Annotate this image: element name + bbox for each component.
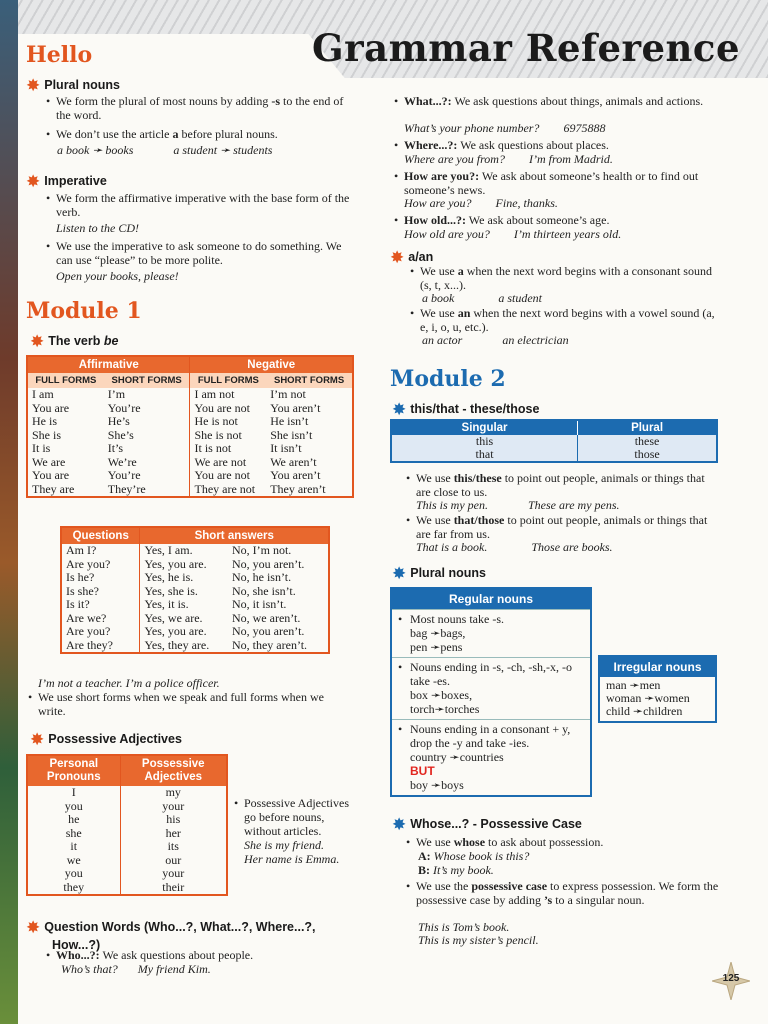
arrow-right-icon: ➛ bbox=[644, 691, 655, 705]
what-rule: • What...?: We ask questions about things, animals and actions. bbox=[392, 94, 722, 108]
qa-rows bbox=[61, 544, 329, 653]
a-rule: • We use a when the next word begins with a consonant sound (s, t, x...). bbox=[408, 264, 724, 292]
that-those-example: That is a book. Those are books. bbox=[416, 540, 613, 554]
how-old-rule: • How old...?: We ask about someone’s age. bbox=[392, 213, 722, 227]
whose-heading: ✸ Whose...? - Possessive Case bbox=[392, 815, 582, 835]
neg-short-cell: They aren’t bbox=[270, 481, 326, 496]
page-spine-edge bbox=[0, 0, 18, 1024]
star-burst-icon: ✸ bbox=[26, 918, 41, 938]
neg-full-cell: It is not bbox=[194, 441, 232, 455]
aff-short-cell: He’s bbox=[104, 415, 190, 429]
question-cell: Are you? bbox=[61, 558, 140, 572]
arrow-right-icon: ➛ bbox=[430, 626, 441, 640]
possessive-rows bbox=[27, 786, 227, 895]
possessive-case-example-2: This is my sister’s pencil. bbox=[418, 933, 539, 947]
question-cell: Is she? bbox=[61, 585, 140, 599]
neg-short-cell: We aren’t bbox=[270, 454, 317, 469]
affirmative-header: Affirmative bbox=[27, 356, 190, 373]
adjective-cell: my bbox=[165, 785, 181, 799]
module-2-title: Module 2 bbox=[390, 366, 506, 392]
adjective-cell: our bbox=[165, 852, 182, 867]
neg-full-cell: They are not bbox=[194, 481, 256, 496]
personal-pronouns-header: Personal Pronouns bbox=[27, 755, 120, 786]
verb-be-heading: ✸ The verb be bbox=[30, 332, 119, 352]
pronoun-cell: I bbox=[27, 786, 120, 800]
no-answer-cell: No, we aren’t. bbox=[231, 610, 301, 625]
no-answer-cell: No, you aren’t. bbox=[231, 624, 305, 638]
aff-short-cell: It’s bbox=[104, 442, 190, 456]
arrow-right-icon: ➛ bbox=[449, 750, 460, 764]
affneg-row bbox=[27, 442, 353, 456]
no-answer-cell: No, I’m not. bbox=[231, 543, 292, 557]
star-burst-icon: ✸ bbox=[26, 76, 41, 96]
neg-short-cell: You aren’t bbox=[270, 468, 321, 482]
plural-rule-2: • We don’t use the article a before plural nouns. bbox=[44, 127, 354, 141]
imperative-example-1: Listen to the CD! bbox=[56, 221, 139, 235]
question-cell: Are we? bbox=[61, 612, 140, 626]
neg-full-cell: She is not bbox=[194, 427, 242, 442]
question-cell: Is he? bbox=[61, 571, 140, 585]
possessive-row bbox=[27, 813, 227, 827]
star-burst-icon: ✸ bbox=[30, 332, 45, 352]
singular-that: that bbox=[475, 447, 494, 461]
possessive-row bbox=[27, 854, 227, 868]
possessive-adjectives-table bbox=[26, 754, 228, 896]
rule-examples: country ➛countries bbox=[410, 750, 504, 764]
imperative-rule-2: • We use the imperative to ask someone to do something. We can use “please” to be more polite. bbox=[44, 239, 354, 267]
plural-values bbox=[578, 435, 717, 462]
possessive-note bbox=[232, 796, 358, 866]
question-cell: Am I? bbox=[61, 544, 140, 558]
affneg-rows bbox=[27, 388, 353, 497]
rule-examples: box ➛boxes, bbox=[410, 688, 473, 702]
possessive-example-1: She is my friend. bbox=[244, 838, 324, 852]
imperative-example-2: Open your books, please! bbox=[56, 269, 179, 283]
star-burst-icon: ✸ bbox=[392, 564, 407, 584]
this-that-heading: ✸ this/that - these/those bbox=[392, 400, 540, 420]
adjective-cell: your bbox=[162, 866, 185, 880]
col-full-forms: FULL FORMS bbox=[27, 373, 104, 388]
page-number-badge bbox=[712, 962, 750, 1000]
aff-short-cell: We’re bbox=[104, 456, 190, 470]
affneg-row bbox=[27, 402, 353, 416]
regular-rule-es bbox=[392, 657, 590, 719]
aff-short-cell: You’re bbox=[104, 469, 190, 483]
regular-rule-s bbox=[392, 609, 590, 657]
rule-examples: boy ➛boys bbox=[410, 778, 464, 792]
irregular-pair: woman ➛women bbox=[606, 691, 690, 705]
possessive-row bbox=[27, 881, 227, 896]
no-answer-cell: No, she isn’t. bbox=[231, 583, 296, 598]
arrow-right-icon: ➛ bbox=[629, 678, 640, 692]
example-line: I’m not a teacher. I’m a police officer. bbox=[38, 676, 220, 690]
aff-full-cell: We are bbox=[32, 454, 66, 469]
possessive-row bbox=[27, 827, 227, 841]
neg-full-cell: You are not bbox=[194, 400, 250, 415]
yes-answer-cell: Yes, you are. bbox=[144, 624, 207, 638]
no-answer-cell: No, they aren’t. bbox=[231, 637, 308, 652]
module-1-title: Module 1 bbox=[26, 298, 142, 324]
arrow-right-icon: ➛ bbox=[430, 640, 441, 654]
how-example: How are you? Fine, thanks. bbox=[404, 196, 558, 210]
pronoun-cell: she bbox=[27, 827, 120, 841]
pronoun-cell: they bbox=[27, 881, 120, 896]
possessive-case-rule: • We use the possessive case to express possession. We form the possessive case by adding ’s to a singular noun. bbox=[404, 879, 722, 907]
rule-text: • Nouns ending in -s, -ch, -sh,-x, -o take -es. bbox=[410, 660, 572, 688]
this-these-rule: • We use this/these to point out people, animals or things that are close to us. bbox=[404, 471, 722, 499]
singular-header: Singular bbox=[391, 420, 578, 435]
regular-nouns-header: Regular nouns bbox=[392, 589, 590, 609]
who-rule: • Who...?: We ask questions about people. bbox=[44, 948, 354, 962]
irregular-nouns-box bbox=[598, 655, 717, 723]
neg-short-cell: He isn’t bbox=[270, 414, 309, 428]
arrow-right-icon: ➛ bbox=[92, 143, 103, 157]
possessive-adjectives-header: Possessive Adjectives bbox=[120, 755, 227, 786]
page-title: Grammar Reference bbox=[312, 26, 740, 70]
col-short-forms: SHORT FORMS bbox=[104, 373, 190, 388]
question-words-heading: ✸ Question Words (Who...?, What...?, Where...?, How...?) bbox=[26, 918, 316, 952]
qa-row bbox=[61, 639, 329, 654]
plural-rule-1: • We form the plural of most nouns by adding -s to the end of the word. bbox=[44, 94, 354, 122]
how-old-example: How old are you? I’m thirteen years old. bbox=[404, 227, 622, 241]
page-number: 125 bbox=[722, 973, 740, 984]
no-answer-cell: No, it isn’t. bbox=[231, 597, 287, 611]
aff-short-cell: She’s bbox=[104, 429, 190, 443]
adjective-cell: his bbox=[166, 812, 181, 826]
aff-short-cell: I’m bbox=[104, 388, 190, 402]
qa-row bbox=[61, 612, 329, 626]
rule-text: • Most nouns take -s. bbox=[410, 612, 504, 626]
possessive-row bbox=[27, 786, 227, 800]
adjective-cell: its bbox=[167, 839, 179, 853]
an-example: an actor an electrician bbox=[422, 333, 569, 347]
an-rule: • We use an when the next word begins with a vowel sound (a, e, i, o, u, etc.). bbox=[408, 306, 724, 334]
arrow-right-icon: ➛ bbox=[434, 702, 445, 716]
aff-full-cell: You are bbox=[32, 468, 70, 482]
imperative-rule-1: • We form the affirmative imperative with the base form of the verb. bbox=[44, 191, 354, 219]
whose-rule: • We use whose to ask about possession. bbox=[404, 835, 722, 849]
plural-those: those bbox=[634, 447, 660, 461]
qa-row bbox=[61, 625, 329, 639]
possessive-adjectives-heading: ✸ Possessive Adjectives bbox=[30, 730, 182, 750]
where-example: Where are you from? I’m from Madrid. bbox=[404, 152, 613, 166]
where-rule: • Where...?: We ask questions about places. bbox=[392, 138, 722, 152]
col-short-forms: SHORT FORMS bbox=[266, 373, 353, 388]
yes-answer-cell: Yes, I am. bbox=[144, 543, 193, 557]
possessive-row bbox=[27, 800, 227, 814]
question-cell: Are you? bbox=[61, 625, 140, 639]
yes-answer-cell: Yes, we are. bbox=[144, 610, 203, 625]
aff-short-cell: You’re bbox=[104, 402, 190, 416]
qa-row bbox=[61, 585, 329, 599]
that-those-rule: • We use that/those to point out people, animals or things that are far from us. bbox=[404, 513, 722, 541]
singular-values bbox=[391, 435, 578, 462]
affneg-row bbox=[27, 469, 353, 483]
qa-row bbox=[61, 571, 329, 585]
affneg-row bbox=[27, 483, 353, 498]
pronoun-cell: we bbox=[27, 854, 120, 868]
yes-answer-cell: Yes, they are. bbox=[144, 637, 210, 652]
yes-answer-cell: Yes, he is. bbox=[144, 570, 194, 584]
a-an-heading: ✸ a/an bbox=[390, 248, 434, 268]
rule-examples: bag ➛bags, bbox=[410, 626, 466, 640]
neg-short-cell: It isn’t bbox=[270, 441, 302, 455]
aff-full-cell: It is bbox=[32, 441, 51, 455]
qa-row bbox=[61, 558, 329, 572]
irregular-pair: man ➛men bbox=[606, 678, 661, 692]
no-answer-cell: No, you aren’t. bbox=[231, 556, 305, 571]
star-burst-icon: ✸ bbox=[392, 400, 407, 420]
possessive-example-2: Her name is Emma. bbox=[244, 852, 340, 866]
possessive-row bbox=[27, 840, 227, 854]
neg-short-cell: You aren’t bbox=[270, 400, 321, 415]
imperative-heading: ✸ Imperative bbox=[26, 172, 107, 192]
neg-full-cell: He is not bbox=[194, 414, 238, 428]
rule-text: • Nouns ending in a consonant + y, drop the -y and take -ies. bbox=[410, 722, 571, 750]
yes-answer-cell: Yes, it is. bbox=[144, 597, 189, 611]
aff-full-cell: You are bbox=[32, 400, 70, 415]
pronoun-cell: he bbox=[27, 813, 120, 827]
arrow-right-icon: ➛ bbox=[220, 143, 231, 157]
aff-full-cell: He is bbox=[32, 414, 57, 428]
rule-examples: torch➛torches bbox=[410, 702, 480, 716]
yes-answer-cell: Yes, you are. bbox=[144, 556, 207, 571]
hello-title: Hello bbox=[26, 42, 93, 68]
neg-full-cell: I am not bbox=[194, 387, 235, 401]
aff-full-cell: They are bbox=[32, 481, 75, 496]
affirmative-negative-table bbox=[26, 355, 354, 498]
rule-examples: pen ➛pens bbox=[410, 640, 463, 654]
arrow-right-icon: ➛ bbox=[431, 688, 442, 702]
this-that-table bbox=[390, 419, 718, 463]
irregular-pair: child ➛children bbox=[606, 704, 683, 718]
affneg-row bbox=[27, 429, 353, 443]
no-answer-cell: No, he isn’t. bbox=[231, 570, 292, 584]
aff-full-cell: She is bbox=[32, 427, 62, 442]
neg-short-cell: I’m not bbox=[270, 387, 306, 401]
arrow-right-icon: ➛ bbox=[633, 704, 644, 718]
possessive-case-example-1: This is Tom’s book. bbox=[418, 920, 510, 934]
but-label: BUT bbox=[410, 764, 435, 778]
questions-header: Questions bbox=[61, 527, 140, 544]
pronoun-cell: you bbox=[27, 800, 120, 814]
qa-row bbox=[61, 544, 329, 558]
irregular-nouns-header: Irregular nouns bbox=[600, 657, 715, 677]
regular-nouns-box bbox=[390, 587, 592, 797]
who-example: Who’s that? My friend Kim. bbox=[61, 962, 211, 976]
pronoun-cell: you bbox=[27, 867, 120, 881]
affneg-row bbox=[27, 388, 353, 402]
short-forms-note: • We use short forms when we speak and full forms when we write. bbox=[26, 690, 348, 718]
negative-header: Negative bbox=[190, 356, 353, 373]
neg-full-cell: You are not bbox=[194, 468, 250, 482]
yes-answer-cell: Yes, she is. bbox=[144, 583, 198, 598]
affneg-row bbox=[27, 415, 353, 429]
adjective-cell: their bbox=[162, 879, 185, 894]
star-burst-icon: ✸ bbox=[392, 815, 407, 835]
arrow-right-icon: ➛ bbox=[431, 778, 442, 792]
possessive-rule: • Possessive Adjectives go before nouns, without articles. bbox=[232, 796, 358, 838]
affneg-row bbox=[27, 456, 353, 470]
question-cell: Is it? bbox=[61, 598, 140, 612]
star-burst-icon: ✸ bbox=[30, 730, 45, 750]
star-burst-icon: ✸ bbox=[26, 172, 41, 192]
question-cell: Are they? bbox=[61, 639, 140, 654]
questions-answers-table bbox=[60, 526, 330, 654]
plural-header: Plural bbox=[578, 420, 717, 435]
adjective-cell: your bbox=[162, 798, 185, 813]
plural-examples: a book ➛ books a student ➛ students bbox=[57, 143, 273, 157]
irregular-list bbox=[600, 677, 715, 721]
pronoun-cell: it bbox=[27, 840, 120, 854]
this-these-example: This is my pen. These are my pens. bbox=[416, 498, 620, 512]
plural-these: these bbox=[634, 434, 660, 448]
aff-short-cell: They’re bbox=[104, 483, 190, 498]
regular-rule-ies bbox=[392, 719, 590, 795]
a-example: a book a student bbox=[422, 291, 542, 305]
aff-full-cell: I am bbox=[32, 387, 54, 401]
what-example: What’s your phone number? 6975888 bbox=[404, 121, 606, 135]
qa-row bbox=[61, 598, 329, 612]
whose-example-b: B: It’s my book. bbox=[418, 863, 494, 877]
neg-short-cell: She isn’t bbox=[270, 427, 313, 442]
plural-nouns-2-heading: ✸ Plural nouns bbox=[392, 564, 486, 584]
short-answers-header: Short answers bbox=[140, 527, 329, 544]
singular-this: this bbox=[475, 434, 494, 448]
how-rule: • How are you?: We ask about someone’s health or to find out someone’s news. bbox=[392, 169, 722, 197]
plural-nouns-heading: ✸ Plural nouns bbox=[26, 76, 120, 96]
possessive-row bbox=[27, 867, 227, 881]
neg-full-cell: We are not bbox=[194, 454, 247, 469]
star-burst-icon: ✸ bbox=[390, 248, 405, 268]
adjective-cell: her bbox=[165, 825, 181, 840]
col-full-forms: FULL FORMS bbox=[190, 373, 266, 388]
whose-example-a: A: Whose book is this? bbox=[418, 849, 530, 863]
